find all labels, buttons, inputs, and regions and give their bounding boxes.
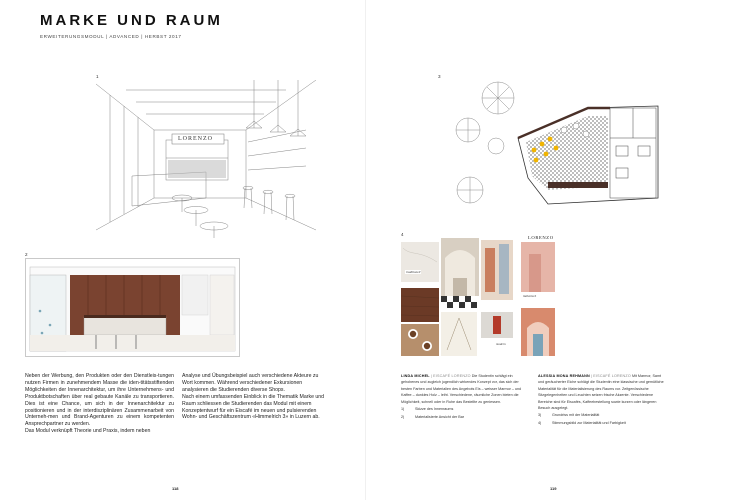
figure-4-moodboard <box>401 235 555 358</box>
caption-right-list <box>538 412 666 427</box>
caption-right-text: Mit Marmor, Samt und geräucherter Eiche schlägt die Studentin eine klassische und gemütliche Materialität für die Materialisierung des Raums vor. Zeitgenössische Sitzgelegenheiten und Leuchten setzen frische Akzente. Verschiedene Bereiche sind für Eiscafés, Kaffeebestellung sowie kurzen oder längeren Besuch ausgelegt. <box>538 374 664 411</box>
caption-left-project: EISCAFÉ LORENZO <box>433 374 471 378</box>
sketch-sign-lorenzo: LORENZO <box>178 136 213 142</box>
caption-left-item: 1) Skizze des Innenraums <box>401 407 454 412</box>
caption-left: LINDA MICHEL | EISCAFÉ LORENZO Die Studentin schlägt ein gehobenes und zugleich jugendlich wirkendes Konzept vor, das sich der besten Farben und Materialien des Angebots Eis – weisser Marmor – und Kaffee – dunkles Holz – leiht. Verschiedene, räumliche Zonen bieten die Möglichkeit, schnell oder in Ruhe das Bestellte zu geniessen. 1) Skizze des Innenraums 2) Materialisierte Ansicht der Bar <box>401 373 529 421</box>
figure-3-number: 3 <box>438 74 441 79</box>
caption-right-item: 4) Stimmungsbild zur Materialität und Farbigkeit <box>538 420 626 425</box>
caption-right-name: ALESSIA MONA REHMANN <box>538 374 590 378</box>
body-text-column-1: Neben der Werbung, den Produkten oder den Dienstleis-tungen nutzen Firmen in zunehmendem Masse die iden-titätsstiftenden Möglichkeiten der Innenarchitektur, um ihre Unternehmens- und Produktbotschaften über real gebaute Kanäle zu transportieren. Dies ist eine Chance, um sich in der Innenarchitektur zu positionieren und in der interdisziplinären Zusammenarbeit von Unterneh-men und Brand-Agenturen zu einem kompetenten Ansprechpartner zu werden. Das Modul verknüpft Theorie und Praxis, indem neben <box>25 373 174 435</box>
figure-2-number: 2 <box>25 252 28 257</box>
moodboard-label-modern: modern <box>496 342 506 346</box>
page-gutter <box>365 0 366 500</box>
page-subtitle: ERWEITERUNGSMODUL | ADVANCED | HERBST 2017 <box>40 34 182 39</box>
caption-left-name: LINDA MICHEL <box>401 374 430 378</box>
caption-right: ALESSIA MONA REHMANN | EISCAFÉ LORENZO Mit Marmor, Samt und geräucherter Eiche schlägt die Studentin eine klassische und gemütliche Materialität für die Materialisierung des Raums vor. Zeitgenössische Sitzgelegenheiten und Leuchten setzen frische Akzente. Verschiedene Bereiche sind für Eiscafés, Kaffeebestellung sowie kurzen oder längeren Besuch ausgelegt. 3) Grundriss mit der Materialität 4) Stimmungsbild zur Materialität und Farbigkeit <box>538 373 666 427</box>
page-number-left: 118 <box>172 486 179 491</box>
moodboard-label-italienisch: italienisch <box>523 294 537 298</box>
moodboard-label-traditionell: traditionell <box>406 270 421 274</box>
body-text-column-2: Analyse und Übungsbeispiel auch verschiedene Akteure zu Wort kommen. Während verschiedener Exkursionen analysieren die Studierenden diverse Shops. Nach einem umfassenden Einblick in die Thematik Marke und Raum schliessen die Studierenden das Modul mit einem Konzeptentwurf für ein Eiscafé im neuen und pulsierenden Wohn- und Geschäftszentrum «Himmelrich 3» in Luzern ab. <box>182 373 325 421</box>
caption-left-text: Die Studentin schlägt ein gehobenes und zugleich jugendlich wirkendes Konzept vor, das sich der besten Farben und Materialien des Angebots Eis – weisser Marmor – und Kaffee – dunkles Holz – leiht. Verschiedene, räumliche Zonen bieten die Möglichkeit, schnell oder in Ruhe das Bestellte zu geniessen. <box>401 374 522 404</box>
caption-right-item: 3) Grundriss mit der Materialität <box>538 413 600 418</box>
caption-left-list <box>401 406 529 421</box>
moodboard-logo: LORENZO <box>528 235 554 240</box>
caption-right-project: EISCAFÉ LORENZO <box>593 374 631 378</box>
caption-left-item: 2) Materialisierte Ansicht der Bar <box>401 414 464 419</box>
figure-1-sketch <box>96 80 316 240</box>
figure-3-floor-plan <box>438 78 668 228</box>
page-number-right: 119 <box>550 486 557 491</box>
page-title: MARKE UND RAUM <box>40 12 223 29</box>
figure-4-number: 4 <box>401 232 404 237</box>
figure-1-number: 1 <box>96 74 99 79</box>
figure-2-elevation <box>25 258 240 357</box>
